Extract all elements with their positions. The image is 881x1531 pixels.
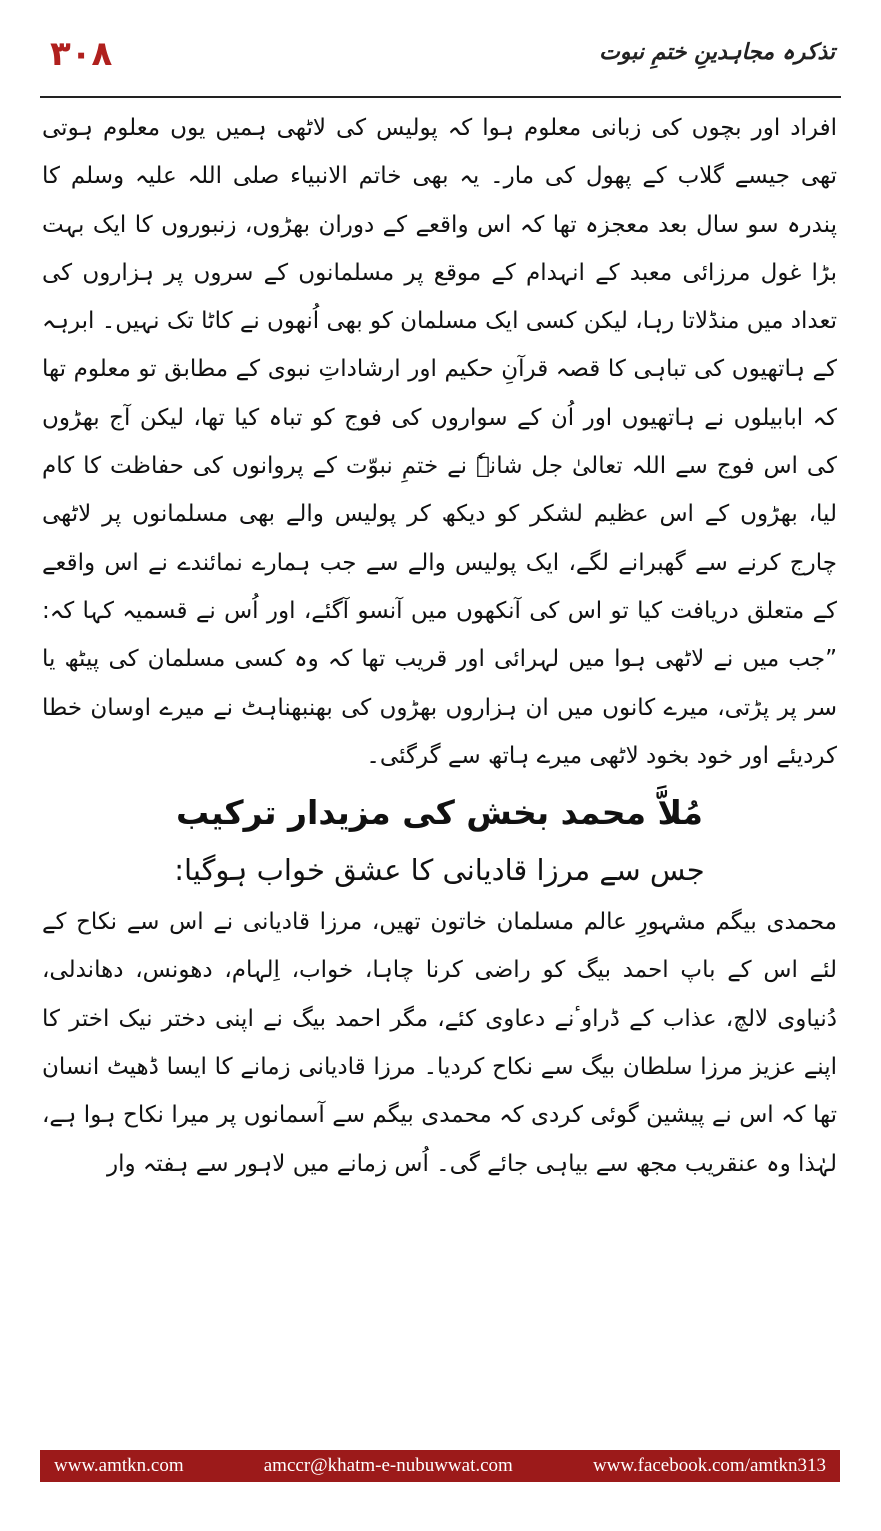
book-title: تذکرہ مجاہدینِ ختمِ نبوت (599, 40, 835, 65)
page-number: ۳۰۸ (50, 34, 113, 74)
footer-website-link[interactable]: www.amtkn.com (54, 1455, 184, 1476)
footer-facebook-link[interactable]: www.facebook.com/amtkn313 (592, 1455, 826, 1476)
footer-email-link[interactable]: amccr@khatm-e-nubuwwat.com (263, 1455, 513, 1476)
body-paragraph-1: افراد اور بچوں کی زبانی معلوم ہوا کہ پولیس کی لاٹھی ہمیں یوں معلوم ہوتی تھی جیسے گلاب کے پھول کی مار۔ یہ بھی خاتم الانبیاء صلی اللہ علیہ وسلم کا پندرہ سو سال بعد معجزہ تھا کہ اس واقعے کے دوران بھڑوں، زنبوروں کا ایک بہت بڑا غول مرزائی معبد کے انہدام کے موقع پر مسلمانوں کے سروں پر ہزاروں کی تعداد میں منڈلاتا رہا، لیکن کسی ایک مسلمان کو بھی اُنھوں نے کاٹا تک نہیں۔ ابرہہ کے ہاتھیوں کی تباہی کا قصہ قرآنِ حکیم اور ارشاداتِ نبوی کے مطابق تو معلوم تھا کہ ابابیلوں نے ہاتھیوں اور اُن کے سواروں کی فوج کو تباہ کیا تھا، لیکن آج بھڑوں کی اس فوج سے اللہ تعالیٰ جل شانہٗ نے ختمِ نبوّت کے پروانوں کی حفاظت کا کام لیا، بھڑوں کے اس عظیم لشکر کو دیکھ کر پولیس والے بھی مسلمانوں پر لاٹھی چارج کرنے سے گھبرانے لگے، ایک پولیس والے سے جب ہمارے نمائندے نے اس واقعے کے متعلق دریافت کیا تو اس کی آنکھوں میں آنسو آگئے، اور اُس نے قسمیہ کہا کہ: ”جب میں نے لاٹھی ہوا میں لہرائی اور قریب تھا کہ وہ کسی مسلمان کی پیٹھ یا سر پر پڑتی، میرے کانوں میں ان ہزاروں بھڑوں کی بھنبھناہٹ نے میرے اوسان خطا کردیئے اور خود بخود لاٹھی میرے ہاتھ سے گرگئی۔ (42, 115, 837, 769)
section-subheading: جس سے مرزا قادیانی کا عشق خواب ہوگیا: (174, 853, 705, 888)
section-heading: مُلاَّ محمد بخش کی مزیدار ترکیب (176, 793, 703, 833)
body-paragraph-2: محمدی بیگم مشہورِ عالم مسلمان خاتون تھیں، مرزا قادیانی نے اس سے نکاح کے لئے اس کے باپ احمد بیگ کو راضی کرنا چاہا، خواب، اِلہام، دھونس، دھاندلی، دُنیاوی لالچ، عذاب کے ڈراوٴنے دعاوی کئے، مگر احمد بیگ نے اپنی دختر نیک اختر کا اپنے عزیز مرزا سلطان بیگ سے نکاح کردیا۔ مرزا قادیانی زمانے کا ایسا ڈھیٹ انسان تھا کہ اس نے پیشین گوئی کردی کہ محمدی بیگم سے آسمانوں پر میرا نکاح ہوا ہے، لہٰذا وہ عنقریب مجھ سے بیاہی جائے گی۔ اُس زمانے میں لاہور سے ہفتہ وار (42, 909, 837, 1177)
page-header (40, 28, 841, 96)
footer-bar (40, 1450, 840, 1482)
page-content (42, 104, 837, 1188)
header-divider (40, 96, 841, 98)
